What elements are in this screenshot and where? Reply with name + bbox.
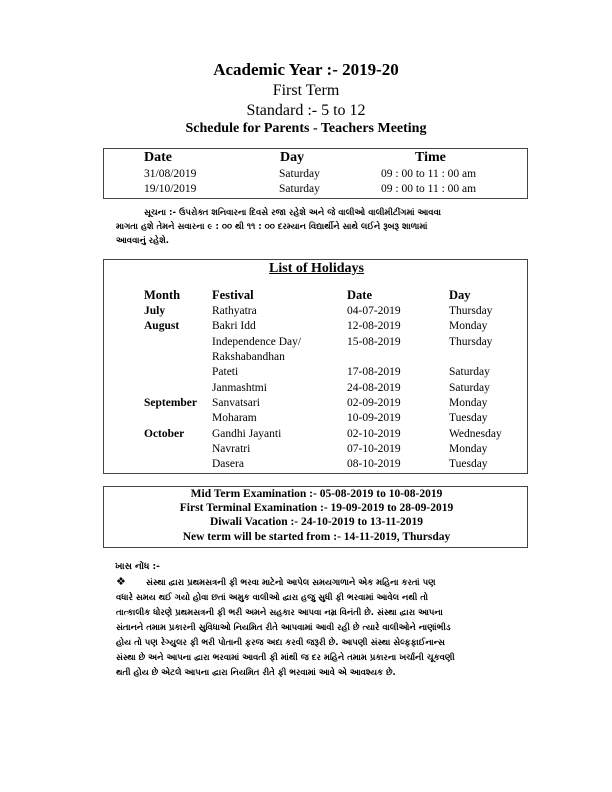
holiday-header-day: Day: [449, 288, 471, 302]
holiday-festival: Dasera: [212, 458, 244, 470]
meeting-header-date: Date: [144, 150, 172, 165]
holiday-day: Thursday: [449, 336, 493, 348]
exam-line-new-term: New term will be started from :- 14-11-2019, Thursday: [182, 531, 451, 543]
exam-line-mid-term: Mid Term Examination :- 05-08-2019 to 10-08-2019: [190, 488, 443, 500]
holiday-date: 04-07-2019: [347, 305, 401, 317]
meeting-row-time: 09 : 00 to 11 : 00 am: [381, 168, 477, 180]
holidays-table: [103, 259, 528, 474]
meeting-row-date: 31/08/2019: [144, 168, 197, 180]
holiday-day: Monday: [449, 320, 488, 332]
holiday-day: Monday: [449, 397, 488, 409]
holiday-header-date: Date: [347, 288, 372, 302]
holiday-date: 10-09-2019: [347, 412, 401, 424]
holiday-day: Saturday: [449, 366, 490, 378]
exam-line-diwali-vacation: Diwali Vacation :- 24-10-2019 to 13-11-2019: [209, 516, 424, 528]
holiday-day: Thursday: [449, 305, 493, 317]
holiday-festival: Gandhi Jayanti: [212, 428, 282, 440]
diamond-bullet-icon: ❖: [116, 575, 126, 588]
special-note-title: ખાસ નોંધ :-: [115, 562, 160, 572]
note-line: સૂચના :- ઉપરોક્ત શનિવારના દિવસે રજા રહેશે અને જે વાલીઓ વાલીમીટીંગમાં આવવા: [144, 208, 441, 218]
holiday-festival: Independence Day/: [212, 336, 302, 348]
holiday-month: August: [144, 320, 180, 332]
holiday-date: 08-10-2019: [347, 458, 401, 470]
holiday-date: 02-10-2019: [347, 428, 401, 440]
meeting-row-date: 19/10/2019: [144, 183, 197, 195]
meeting-row-day: Saturday: [279, 168, 320, 180]
holiday-date: 07-10-2019: [347, 443, 401, 455]
holiday-date: 02-09-2019: [347, 397, 401, 409]
special-note-line: તાત્કાલીક ધોરણે પ્રથમસત્રની ફી ભરી અમને સહકાર આપવા નમ્ર વિનંતી છે. સંસ્થા દ્વારા આપના: [116, 608, 443, 618]
holiday-festival: Rakshabandhan: [212, 351, 285, 363]
exam-schedule-box: [103, 486, 528, 548]
meeting-row-time: 09 : 00 to 11 : 00 am: [381, 183, 477, 195]
term-heading: First Term: [272, 82, 340, 99]
holiday-header-month: Month: [144, 288, 181, 302]
holiday-day: Tuesday: [449, 412, 488, 424]
holiday-header-festival: Festival: [212, 288, 254, 302]
special-note-line: વધારે સમય થઈ ગયો હોવા છતાં અમુક વાલીઓ દ્વારા હજુ સુધી ફી ભરવામાં આવેલ નથી તો: [116, 593, 429, 603]
holidays-title: List of Holidays: [269, 261, 364, 276]
special-note-line: સંતાનને તમામ પ્રકારની સુવિધાઓ નિયમિત રીતે આપવામાં આવી રહી છે ત્યારે વાલીઓને નાણાંભીડ: [116, 623, 451, 633]
holiday-festival: Moharam: [212, 412, 257, 424]
exam-line-first-terminal: First Terminal Examination :- 19-09-2019 to 28-09-2019: [179, 502, 454, 514]
special-note-line: થતી હોય છે એટલે આપના દ્વારા નિયમિત રીતે ફી ભરવામાં આવે એ આવશ્યક છે.: [116, 668, 396, 678]
holiday-festival: Pateti: [212, 366, 239, 378]
holiday-festival: Bakri Idd: [212, 320, 256, 332]
holiday-date: 12-08-2019: [347, 320, 401, 332]
holiday-day: Wednesday: [449, 428, 502, 440]
holiday-festival: Sanvatsari: [212, 397, 260, 409]
holiday-festival: Janmashtmi: [212, 382, 267, 394]
holiday-day: Tuesday: [449, 458, 488, 470]
meeting-row-day: Saturday: [279, 183, 320, 195]
holiday-date: 15-08-2019: [347, 336, 401, 348]
holiday-month: September: [144, 397, 198, 409]
holiday-festival: Navratri: [212, 443, 251, 455]
holiday-month: July: [144, 305, 166, 317]
holiday-day: Saturday: [449, 382, 490, 394]
holiday-month: October: [144, 428, 185, 440]
holiday-date: 24-08-2019: [347, 382, 401, 394]
academic-year-heading: Academic Year :- 2019-20: [213, 60, 399, 79]
note-line: માગતા હશે તેમને સવારના ૯ : ૦૦ થી ૧૧ : ૦૦ દરમ્યાન વિદ્યાર્થીને સાથે લઈને રૂબરૂ શાળામાં: [116, 222, 428, 232]
note-line: આવવાનું રહેશે.: [116, 236, 169, 246]
standard-heading: Standard :- 5 to 12: [246, 102, 366, 119]
holiday-date: 17-08-2019: [347, 366, 401, 378]
special-note-line: હોય તો પણ રેગ્યુલર ફી ભરી પોતાની ફરજ અદા કરવી જરૂરી છે. આપણી સંસ્થા સેલ્ફફાઈનાન્સ: [116, 638, 445, 648]
meeting-header-day: Day: [280, 150, 305, 165]
holiday-day: Monday: [449, 443, 488, 455]
special-note-line: સંસ્થા છે અને આપના દ્વારા ભરવામાં આવતી ફી માંથી જ દર મહિને તમામ પ્રકારના ખર્ચાની ચૂકવણી: [116, 653, 455, 663]
meeting-note: [116, 206, 516, 248]
meeting-header-time: Time: [415, 150, 446, 165]
special-note-line: સંસ્થા દ્વારા પ્રથમસત્રની ફી ભરવા માટેનો આપેલ સમયગાળાને એક મહિના કરતાં પણ: [146, 578, 436, 588]
meeting-schedule-table: [103, 148, 528, 199]
special-note-paragraph: [116, 576, 524, 681]
schedule-title: Schedule for Parents - Teachers Meeting: [185, 121, 427, 136]
holiday-festival: Rathyatra: [212, 305, 257, 317]
